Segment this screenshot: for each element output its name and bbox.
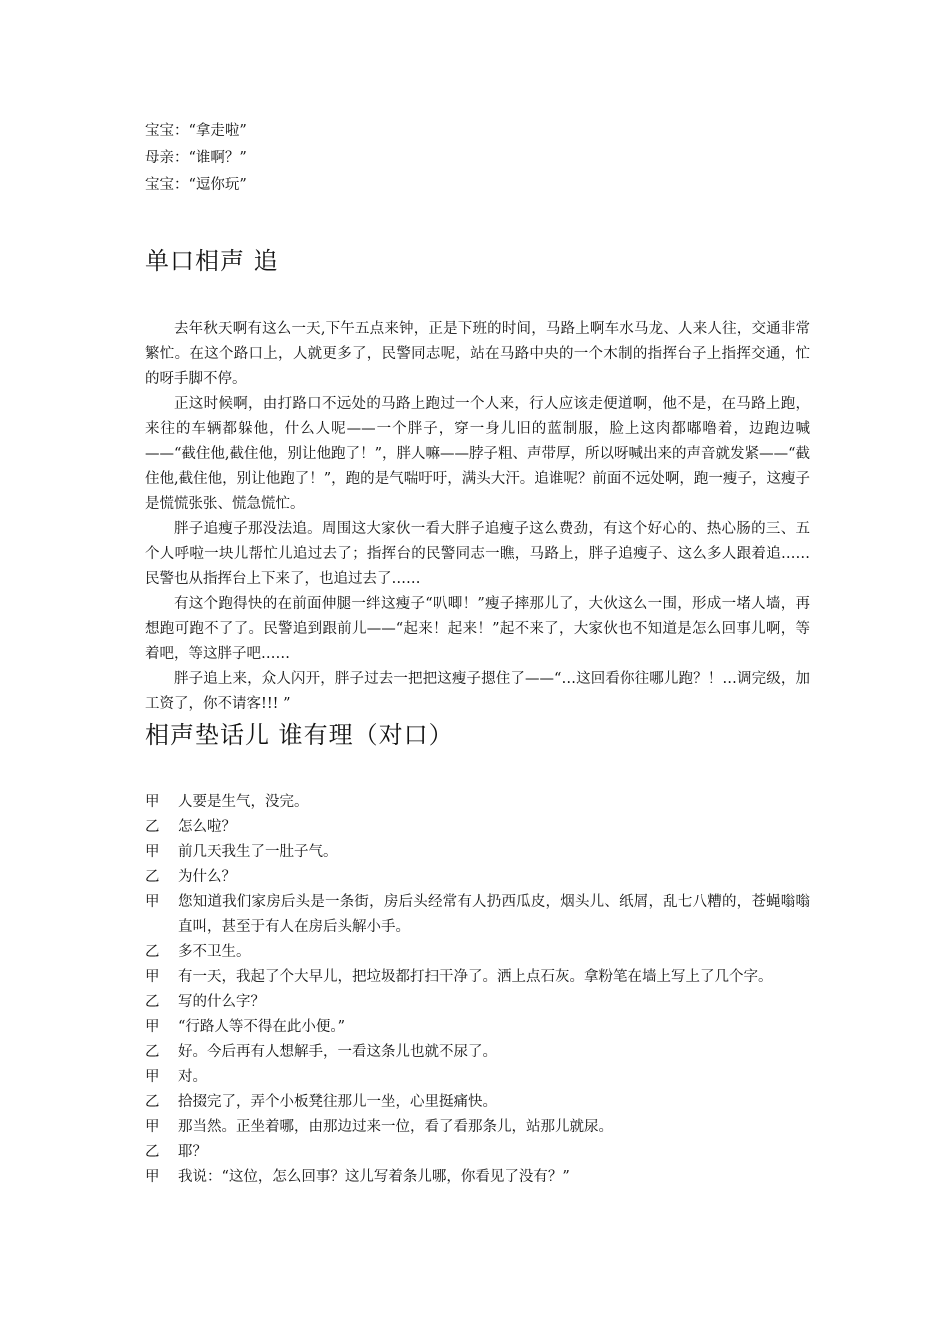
- speaker: 甲: [145, 794, 160, 810]
- story-paragraph: 有这个跑得快的在前面伸腿一绊这瘦子“叭唧！”瘦子摔那儿了，大伙这么一围，形成一堵人墙，再想跑可跑不了了。民警追到跟前儿——“起来！起来！”起不来了，大家伙也不知道是怎么回事儿啊，等着吧，等这胖子吧……: [145, 596, 810, 662]
- intro-line: 宝宝：“拿走啦”: [145, 123, 247, 139]
- story-paragraph: 胖子追瘦子那没法追。周围这大家伙一看大胖子追瘦子这么费劲，有这个好心的、热心肠的三、五个人呼啦一块儿帮忙儿追过去了；指挥台的民警同志一瞧，马路上，胖子追瘦子、这么多人跟着追……民警也从指挥台上下来了，也追过去了……: [145, 521, 810, 587]
- line-text: 写的什么字？: [178, 994, 265, 1010]
- section-title-shui-you-li: 相声垫话儿 谁有理（对口）: [145, 721, 454, 749]
- speaker: 甲: [145, 1069, 160, 1085]
- story-paragraph: 胖子追上来，众人闪开，胖子过去一把把这瘦子摁住了——“…这回看你往哪儿跑？！…调完级，加工资了，你不请客!!! ”: [145, 671, 810, 712]
- dialog-line: [145, 1165, 810, 1190]
- dialog-line: [145, 940, 810, 965]
- speaker: 乙: [145, 944, 160, 960]
- dialog-line: [145, 965, 810, 990]
- story-paragraph: 去年秋天啊有这么一天,下午五点来钟，正是下班的时间，马路上啊车水马龙、人来人往，交通非常繁忙。在这个路口上，人就更多了，民警同志呢，站在马路中央的一个木制的指挥台子上指挥交通，忙的呀手脚不停。: [145, 321, 810, 387]
- intro-line: 宝宝：“逗你玩”: [145, 177, 247, 193]
- intro-dialog: [145, 118, 247, 199]
- line-text: 怎么啦？: [178, 819, 236, 835]
- line-text: 前几天我生了一肚子气。: [178, 844, 338, 860]
- speaker: 乙: [145, 1094, 160, 1110]
- line-text: 人要是生气，没完。: [178, 794, 309, 810]
- speaker: 乙: [145, 869, 160, 885]
- line-text: 对。: [178, 1069, 207, 1085]
- line-text: 耶？: [178, 1144, 207, 1160]
- speaker: 甲: [145, 1019, 160, 1035]
- speaker: 甲: [145, 1169, 160, 1185]
- dialog-line: [145, 790, 810, 815]
- dialog-line: [145, 815, 810, 840]
- dialog-line: [145, 1115, 810, 1140]
- speaker: 甲: [145, 894, 160, 910]
- dialog-line: [145, 1015, 810, 1040]
- dialog-line: [145, 1090, 810, 1115]
- dialog-line: [145, 1065, 810, 1090]
- intro-line: 母亲：“谁啊？”: [145, 150, 247, 166]
- line-text: 我说：“这位，怎么回事？这儿写着条儿哪，你看见了没有？”: [178, 1169, 570, 1185]
- story-paragraph: 正这时候啊，由打路口不远处的马路上跑过一个人来，行人应该走便道啊，他不是，在马路上跑，来往的车辆都躲他，什么人呢——一个胖子，穿一身儿旧的蓝制服，脸上这肉都嘟噜着，边跑边喊——“截住他,截住他，别让他跑了！”，胖人嘛——脖子粗、声带厚，所以呀喊出来的声音就发紧——“截住他,截住他，别让他跑了！”，跑的是气喘吁吁，满头大汗。追谁呢？前面不远处啊，跑一瘦子，这瘦子是慌慌张张、慌急慌忙。: [145, 396, 810, 512]
- dialog-line: [145, 890, 810, 940]
- speaker: 乙: [145, 819, 160, 835]
- speaker: 乙: [145, 994, 160, 1010]
- speaker: 甲: [145, 1119, 160, 1135]
- line-text: 有一天，我起了个大早儿，把垃圾都打扫干净了。洒上点石灰。拿粉笔在墙上写上了几个字。: [178, 969, 773, 985]
- speaker: 甲: [145, 844, 160, 860]
- line-text: 拾掇完了，弄个小板凳往那儿一坐，心里挺痛快。: [178, 1094, 497, 1110]
- dialog-line: [145, 840, 810, 865]
- dialog-line: [145, 865, 810, 890]
- crosstalk-dialog: [145, 790, 810, 1190]
- speaker: 乙: [145, 1044, 160, 1060]
- dialog-line: [145, 990, 810, 1015]
- line-text: 多不卫生。: [178, 944, 251, 960]
- line-text: 您知道我们家房后头是一条街，房后头经常有人扔西瓜皮，烟头儿、纸屑，乱七八糟的，苍蝇嗡嗡直叫，甚至于有人在房后头解小手。: [178, 894, 810, 935]
- dialog-line: [145, 1040, 810, 1065]
- line-text: 好。今后再有人想解手，一看这条儿也就不尿了。: [178, 1044, 497, 1060]
- line-text: 那当然。正坐着哪，由那边过来一位，看了看那条儿，站那儿就尿。: [178, 1119, 613, 1135]
- section-title-zhui: 单口相声 追: [145, 247, 279, 275]
- line-text: 为什么？: [178, 869, 236, 885]
- story-body: [145, 317, 810, 717]
- speaker: 乙: [145, 1144, 160, 1160]
- speaker: 甲: [145, 969, 160, 985]
- dialog-line: [145, 1140, 810, 1165]
- line-text: “行路人等不得在此小便。”: [178, 1019, 346, 1035]
